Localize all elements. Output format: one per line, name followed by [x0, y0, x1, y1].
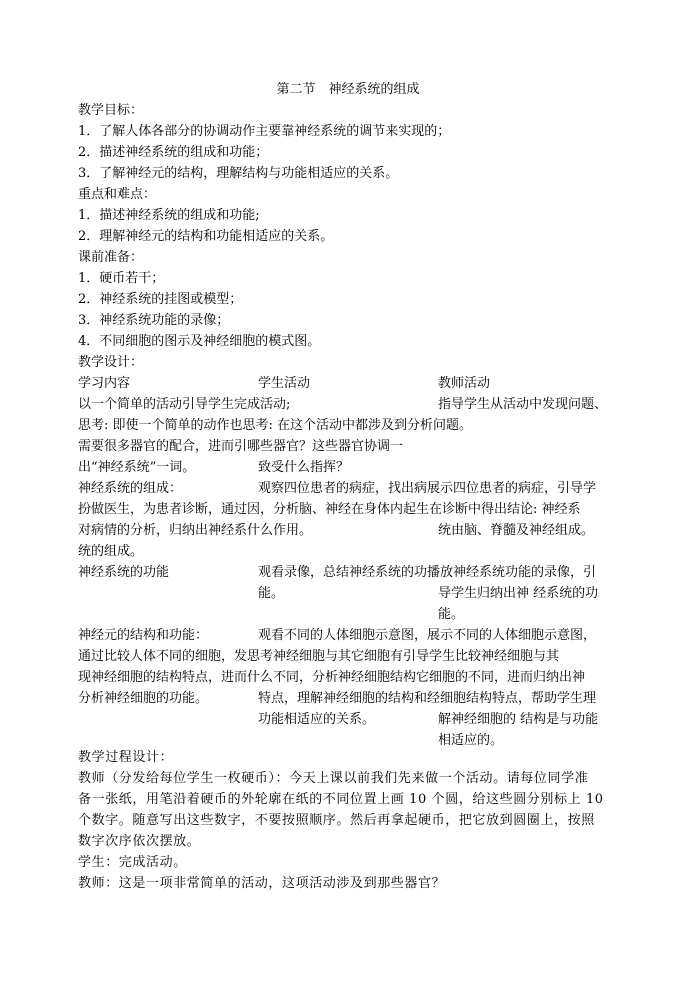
process-section — [78, 747, 638, 894]
key-point-item: 2．理解神经元的结构和功能相适应的关系。 — [78, 229, 334, 244]
design-row-2-line: 观察四位患者的病症，找出病展示四位患者的病症，引导学 — [258, 481, 597, 496]
goal-item: 3．了解神经元的结构，理解结构与功能相适应的关系。 — [78, 166, 399, 181]
design-row-3-line: 能。 — [258, 586, 285, 601]
design-heading: 教学设计： — [78, 355, 144, 370]
design-row-1-line: 需要很多器官的配合，进而引哪些器官？这些器官协调一 — [78, 439, 404, 454]
design-row-4-line: 神经元的结构和功能： — [78, 628, 209, 643]
prep-item: 1．硬币若干； — [78, 271, 165, 286]
prep-item: 4．不同细胞的图示及神经细胞的模式图。 — [78, 334, 321, 349]
process-heading: 教学过程设计： — [78, 750, 174, 765]
design-row-3-line: 神经系统的功能 — [78, 565, 170, 580]
design-row-1-line: 致受什么指挥？ — [258, 460, 350, 475]
process-line: 教师（分发给每位学生一枚硬币）：今天上课以前我们先来做一个活动。请每位同学准 — [78, 771, 589, 786]
goal-item: 1．了解人体各部分的协调动作主要靠神经系统的调节来实现的； — [78, 124, 451, 139]
design-row-1-line: 思考: 即使一个简单的动作也思考: 在这个活动中都涉及到分析问题。 — [78, 418, 473, 433]
design-row-4-line: 现神经细胞的结构特点，进而什么不同，分析神经细胞结构它细胞的不同，进而归纳出神 — [78, 670, 586, 685]
column-header-content: 学习内容 — [78, 376, 131, 391]
process-line: 学生：完成活动。 — [78, 855, 187, 870]
design-row-1-line: 指导学生从活动中发现问题、 — [438, 397, 608, 412]
prep-heading: 课前准备： — [78, 250, 144, 265]
column-header-teacher: 教师活动 — [438, 376, 491, 391]
design-row-2-line: 神经系统的组成： — [78, 481, 183, 496]
process-line: 个数字。随意写出这些数字，不要按照顺序。然后再拿起硬币，把它放到圆圈上，按照 — [78, 813, 595, 828]
design-row-4-line: 通过比较人体不同的细胞，发思考神经细胞与其它细胞有引导学生比较神经细胞与其 — [78, 649, 560, 664]
process-line: 数字次序依次摆放。 — [78, 834, 201, 849]
goal-item: 2．描述神经系统的组成和功能； — [78, 145, 269, 160]
design-row-4-line: 观看不同的人体细胞示意图，展示不同的人体细胞示意图， — [258, 628, 597, 643]
goals-heading: 教学目标： — [78, 103, 144, 118]
intro-section — [78, 100, 638, 373]
design-row-2-line: 统的组成。 — [78, 544, 144, 559]
design-row-4-line: 特点，理解神经细胞的结构和经细胞结构特点，帮助学生理 — [258, 691, 597, 706]
key-point-item: 1．描述神经系统的组成和功能; — [78, 208, 260, 223]
design-row-2-line: 扮做医生，为患者诊断，通过因，分析脑、神经在身体内起生在诊断中得出结论: 神经系 — [78, 502, 581, 517]
design-row-4-line: 解神经细胞的 结构是与功能 — [438, 712, 599, 727]
column-header-student: 学生活动 — [258, 376, 311, 391]
design-row-4-line: 相适应的。 — [438, 733, 504, 748]
key-points-heading: 重点和难点： — [78, 187, 157, 202]
prep-item: 3．神经系统功能的录像； — [78, 313, 230, 328]
design-row-3-line: 能。 — [438, 607, 465, 622]
design-row-1-line: 以一个简单的活动引导学生完成活动; — [78, 397, 291, 412]
design-row-3-line: 导学生归纳出神 经系统的功 — [438, 586, 599, 601]
design-row-4-line: 分析神经细胞的功能。 — [78, 691, 209, 706]
process-line: 教师：这是一项非常简单的活动，这项活动涉及到那些器官？ — [78, 876, 446, 891]
page-title: 第二节 神经系统的组成 — [276, 82, 420, 97]
process-line: 备一张纸，用笔沿着硬币的外轮廓在纸的不同位置上画 10 个圆，给这些圆分别标上 10 — [78, 792, 604, 807]
design-row-1-line: 出“神经系统”一词。 — [78, 460, 196, 475]
design-row-3-line: 观看录像，总结神经系统的功播放神经系统功能的录像，引 — [258, 565, 597, 580]
prep-item: 2．神经系统的挂图或模型； — [78, 292, 243, 307]
design-row-2-line: 对病情的分析，归纳出神经系什么作用。 — [78, 523, 313, 538]
design-row-4-line: 功能相适应的关系。 — [258, 712, 376, 727]
design-row-2-line: 统由脑、脊髓及神经组成。 — [438, 523, 595, 538]
